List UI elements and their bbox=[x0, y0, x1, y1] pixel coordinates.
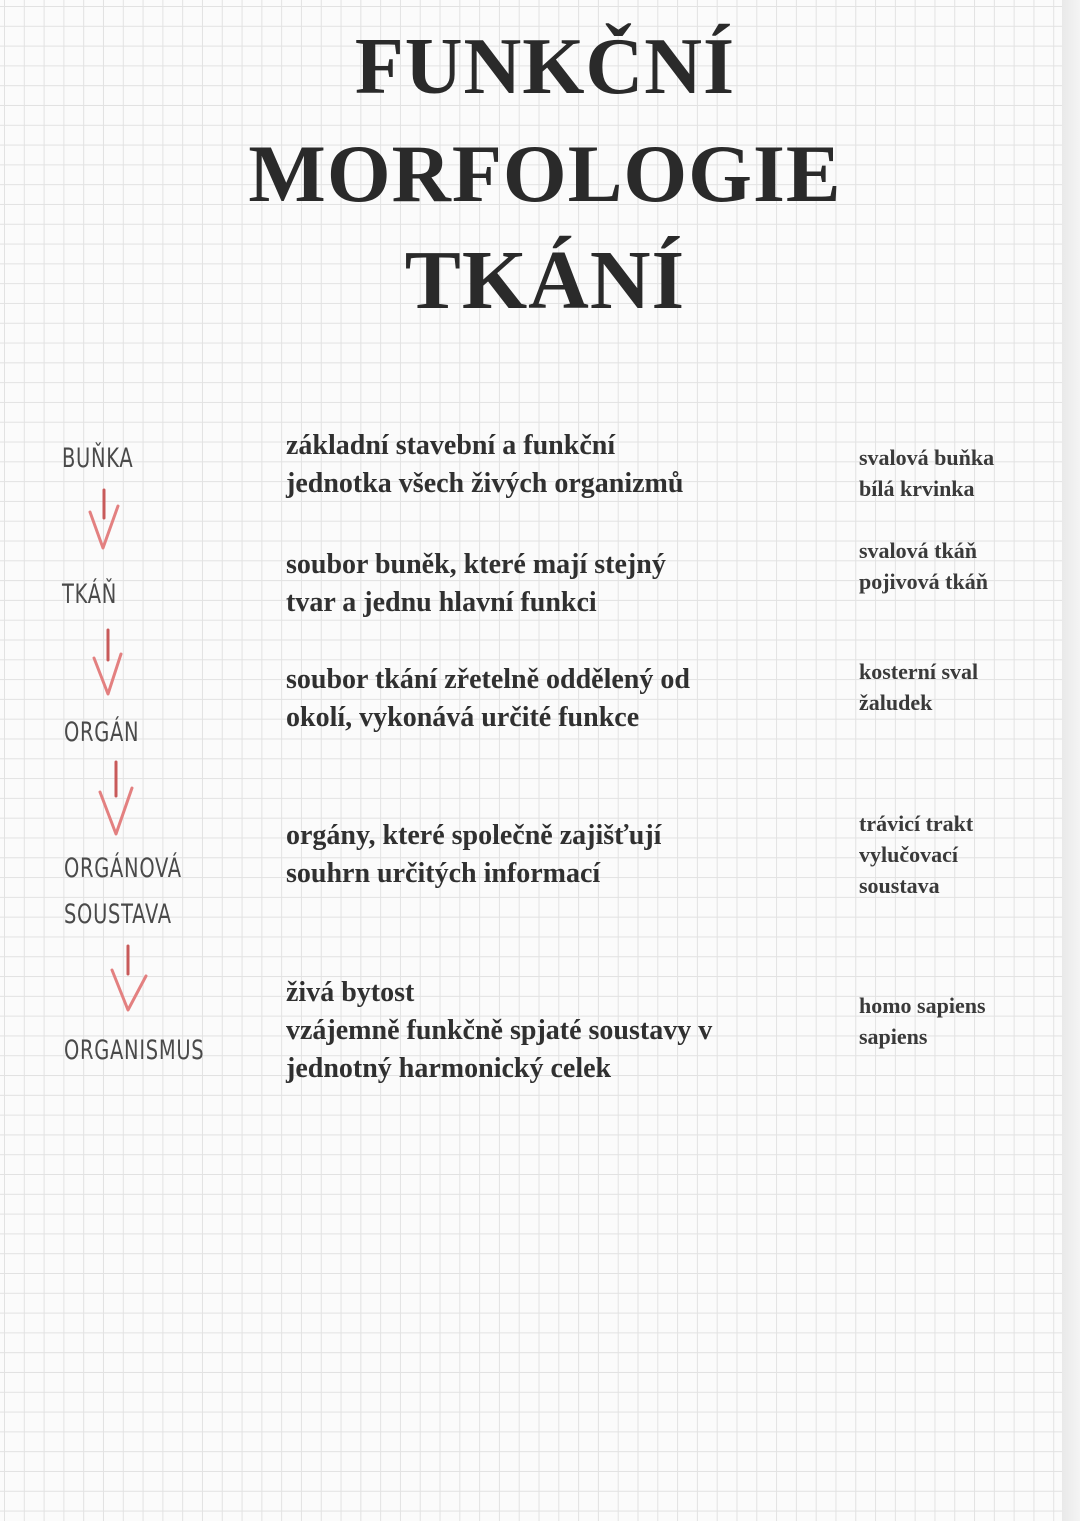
description-tkan bbox=[286, 546, 666, 622]
example-item: soustava bbox=[859, 873, 940, 898]
example-item: žaludek bbox=[859, 690, 933, 715]
description-line: jednotka všech živých organizmů bbox=[286, 468, 684, 499]
examples-organ bbox=[859, 656, 978, 718]
example-item: bílá krvinka bbox=[859, 476, 975, 501]
examples-organova-soustava bbox=[859, 808, 973, 901]
example-item: svalová tkáň bbox=[859, 538, 977, 563]
description-line: základní stavební a funkční bbox=[286, 430, 616, 461]
description-line: soubor tkání zřetelně oddělený od bbox=[286, 664, 690, 695]
level-label-bunka: BUŇKA bbox=[62, 443, 134, 474]
description-line: jednotný harmonický celek bbox=[286, 1053, 612, 1084]
description-line: orgány, které společně zajišťují bbox=[286, 820, 662, 851]
page-edge bbox=[1062, 0, 1080, 1521]
example-item: vylučovací bbox=[859, 842, 958, 867]
examples-tkan bbox=[859, 535, 988, 597]
page-title-line-1: FUNKČNÍ bbox=[354, 23, 736, 111]
down-arrow-icon bbox=[104, 944, 152, 1014]
description-organismus bbox=[286, 974, 712, 1088]
description-organova-soustava bbox=[286, 817, 661, 893]
example-item: kosterní sval bbox=[859, 659, 979, 684]
level-label-organova: ORGÁNOVÁ bbox=[64, 853, 182, 884]
description-line: okolí, vykonává určité funkce bbox=[286, 702, 640, 733]
down-arrow-icon bbox=[88, 628, 128, 700]
example-item: trávicí trakt bbox=[859, 811, 974, 836]
description-line: vzájemně funkčně spjaté soustavy v bbox=[286, 1015, 713, 1046]
example-item: sapiens bbox=[859, 1024, 928, 1049]
example-item: svalová buňka bbox=[859, 445, 995, 470]
description-line: soubor buněk, které mají stejný bbox=[286, 549, 666, 580]
description-line: živá bytost bbox=[286, 977, 415, 1008]
level-label-tkan: TKÁŇ bbox=[62, 579, 118, 610]
description-line: souhrn určitých informací bbox=[286, 858, 601, 889]
down-arrow-icon bbox=[94, 760, 138, 838]
example-item: pojivová tkáň bbox=[859, 569, 988, 594]
level-label-organismus: ORGANISMUS bbox=[64, 1035, 205, 1066]
description-organ bbox=[286, 661, 690, 737]
examples-bunka bbox=[859, 442, 994, 504]
down-arrow-icon bbox=[84, 488, 124, 554]
examples-organismus bbox=[859, 990, 986, 1052]
description-bunka bbox=[286, 427, 683, 503]
level-label-organ: ORGÁN bbox=[64, 717, 140, 748]
page-title-line-2: MORFOLOGIE bbox=[248, 128, 842, 219]
description-line: tvar a jednu hlavní funkci bbox=[286, 587, 597, 618]
example-item: homo sapiens bbox=[859, 993, 986, 1018]
page-title-line-3: TKÁNÍ bbox=[404, 234, 686, 327]
level-label-soustava: SOUSTAVA bbox=[64, 899, 172, 930]
